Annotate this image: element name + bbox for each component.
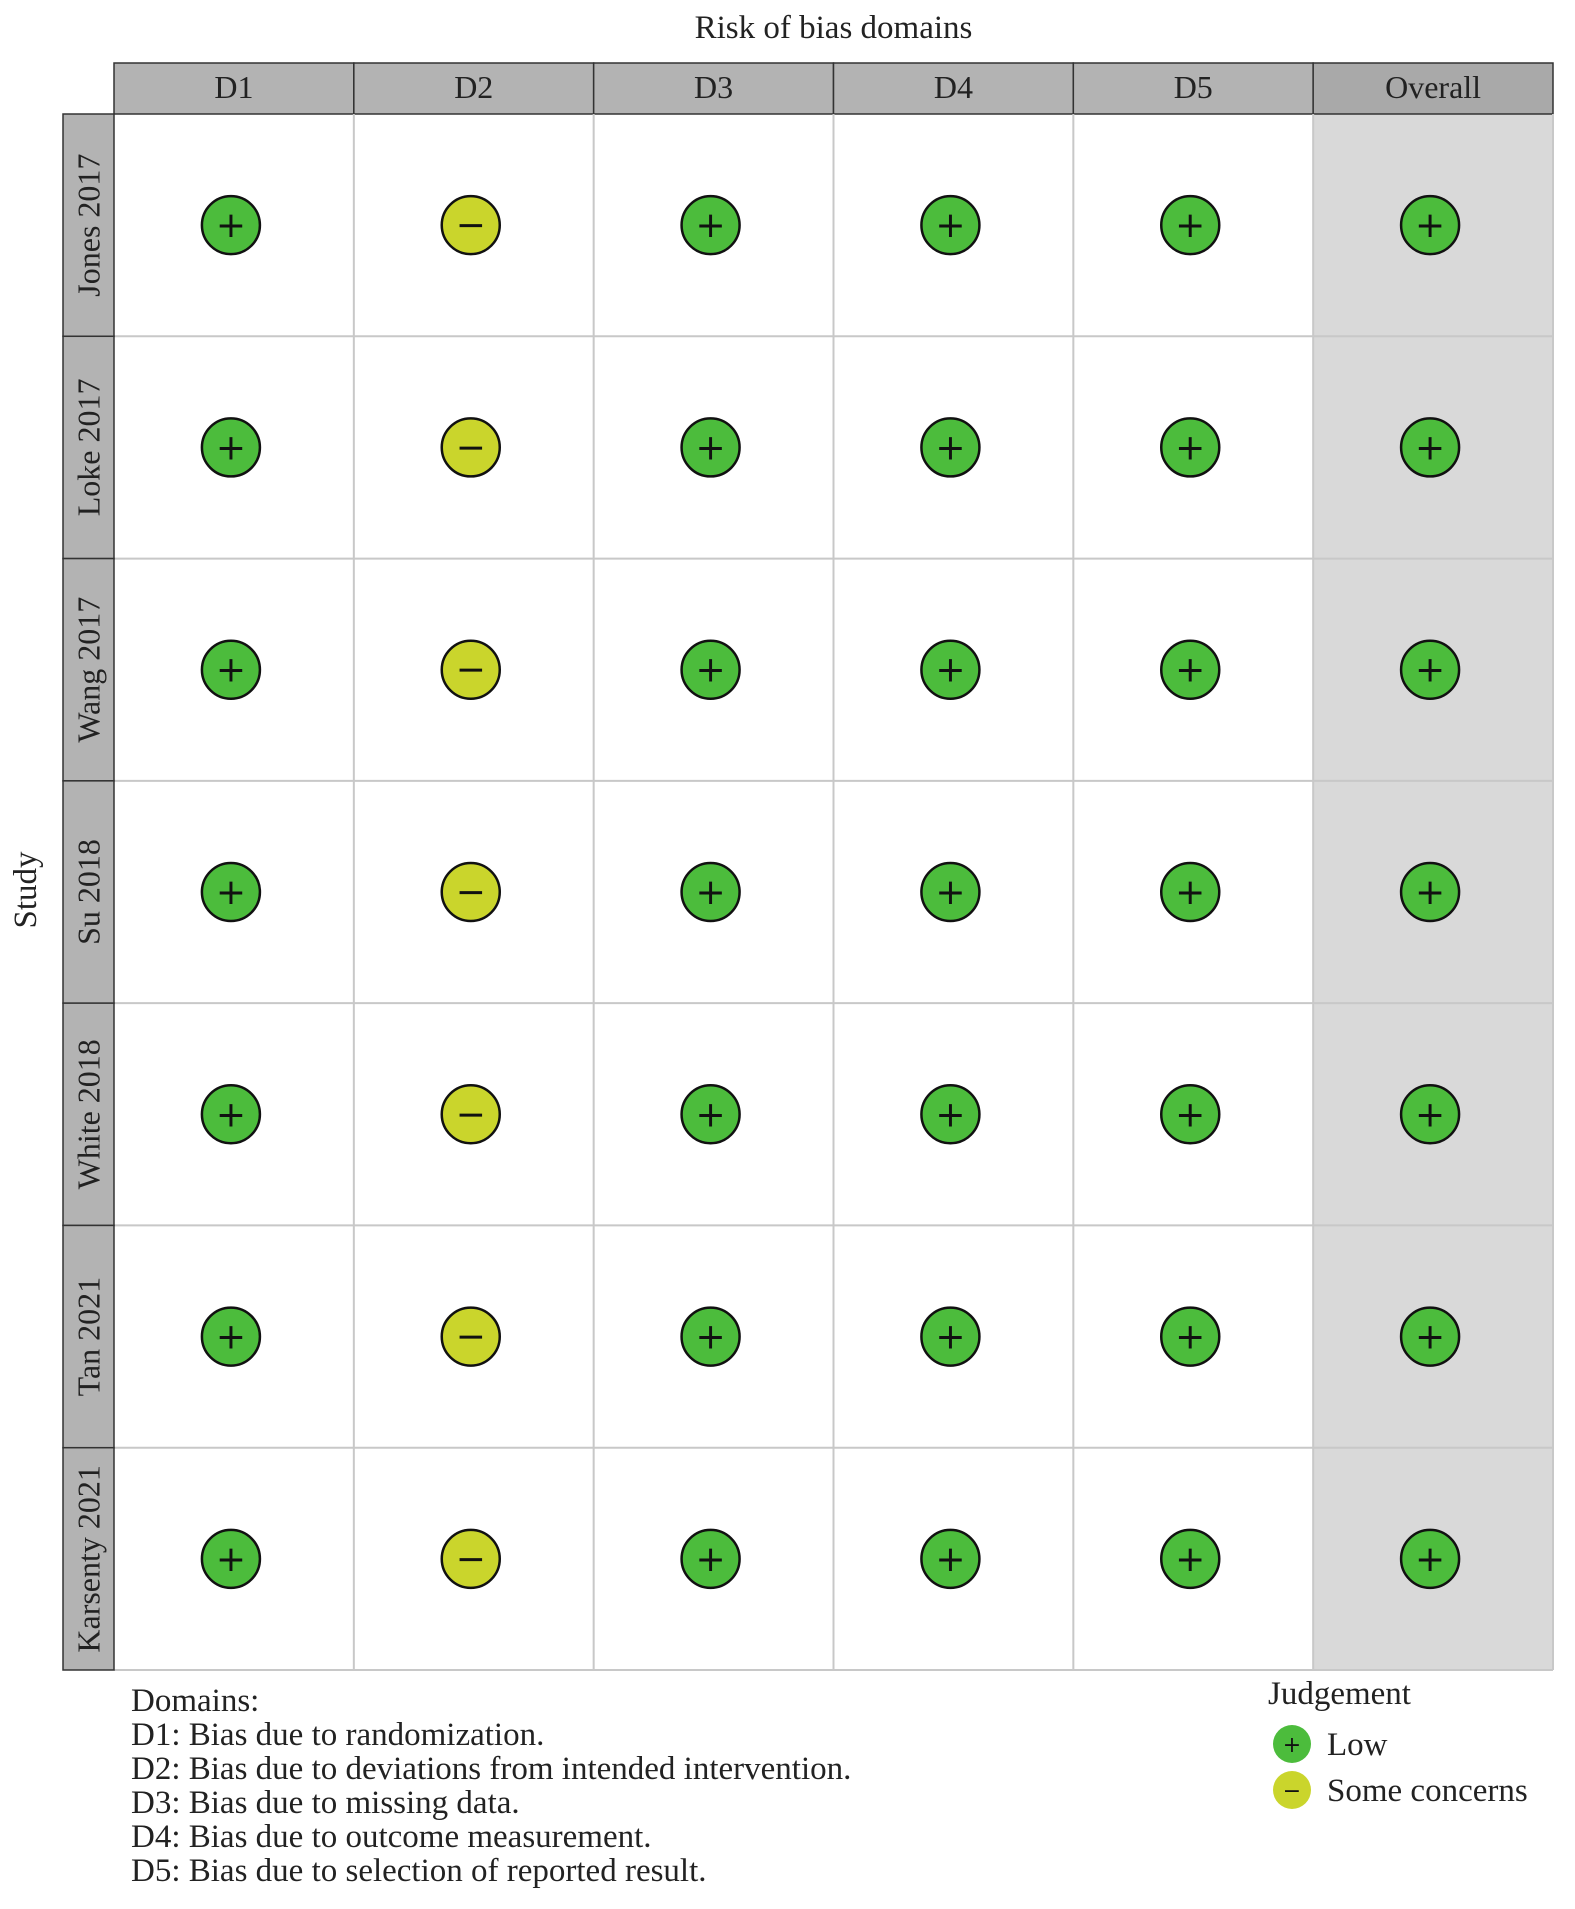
judgement-symbol: − — [455, 205, 486, 247]
y-axis-label: Study — [8, 851, 44, 929]
judgement-symbol: + — [695, 1316, 726, 1358]
judgement-symbol: + — [215, 649, 247, 691]
judgement-symbol: + — [935, 1316, 966, 1358]
judgement-symbol: + — [695, 205, 726, 247]
judgement-symbol: + — [1175, 649, 1206, 691]
domain-item-d2: D2: Bias due to deviations from intended intervention. — [131, 1751, 852, 1787]
judgement-symbol: − — [455, 427, 486, 469]
judgement-symbol: + — [1414, 1094, 1446, 1136]
judgement-symbol: + — [935, 427, 966, 469]
judgement-symbol: + — [935, 872, 966, 913]
legend-label-some: Some concerns — [1327, 1773, 1528, 1809]
domains-title: Domains: — [131, 1683, 260, 1719]
judgement-symbol: − — [455, 1316, 486, 1358]
judgement-symbol: + — [215, 1094, 247, 1136]
judgement-symbol: + — [215, 1538, 247, 1580]
judgement-symbol: + — [1175, 1316, 1206, 1358]
judgement-symbol: + — [1414, 1538, 1446, 1580]
column-header-d1: D1 — [214, 69, 254, 105]
judgement-symbol: + — [215, 427, 247, 469]
judgement-symbol: + — [935, 205, 966, 247]
column-header-d4: D4 — [933, 69, 973, 105]
domain-item-d5: D5: Bias due to selection of reported result. — [131, 1853, 707, 1889]
judgement-symbol: + — [1175, 1094, 1206, 1136]
study-label: Karsenty 2021 — [70, 1465, 107, 1653]
judgement-symbol: − — [455, 872, 486, 913]
judgement-symbol: + — [935, 649, 966, 691]
study-label: White 2018 — [70, 1039, 107, 1190]
column-header-overall: Overall — [1385, 69, 1482, 105]
column-header-d5: D5 — [1173, 69, 1213, 105]
judgement-symbol: + — [215, 1316, 247, 1358]
judgement-symbol: + — [215, 205, 247, 247]
judgement-symbol: + — [1175, 427, 1206, 469]
judgement-symbol: + — [1414, 649, 1446, 691]
study-label: Su 2018 — [70, 839, 107, 945]
study-label: Tan 2021 — [70, 1276, 107, 1397]
study-label: Jones 2017 — [70, 153, 107, 297]
judgement-symbol: + — [935, 1538, 966, 1580]
judgement-symbol: + — [1175, 1538, 1206, 1580]
legend-symbol: + — [1282, 1733, 1302, 1758]
judgement-symbol: + — [215, 872, 247, 913]
study-label: Wang 2017 — [70, 596, 107, 743]
judgement-symbol: + — [1175, 205, 1206, 247]
judgement-symbol: − — [455, 649, 486, 691]
chart-title: Risk of bias domains — [694, 10, 973, 46]
judgement-symbol: + — [695, 427, 726, 469]
judgement-symbol: + — [695, 1094, 726, 1136]
judgement-symbol: + — [1175, 872, 1206, 913]
judgement-symbol: + — [1414, 427, 1446, 469]
column-header-d3: D3 — [694, 69, 734, 105]
judgement-symbol: + — [695, 1538, 726, 1580]
domain-item-d4: D4: Bias due to outcome measurement. — [131, 1819, 652, 1855]
study-label: Loke 2017 — [70, 378, 107, 517]
judgement-symbol: − — [455, 1094, 486, 1136]
domain-item-d3: D3: Bias due to missing data. — [131, 1785, 520, 1821]
judgement-symbol: + — [1414, 205, 1446, 247]
judgement-symbol: + — [1414, 872, 1446, 913]
judgement-symbol: + — [695, 649, 726, 691]
domain-item-d1: D1: Bias due to randomization. — [131, 1717, 545, 1753]
judgement-symbol: + — [935, 1094, 966, 1136]
column-header-d2: D2 — [454, 69, 494, 105]
judgement-symbol: + — [1414, 1316, 1446, 1358]
legend-title: Judgement — [1268, 1676, 1411, 1712]
legend-symbol: − — [1282, 1779, 1302, 1804]
judgement-symbol: − — [455, 1538, 486, 1580]
legend-label-low: Low — [1327, 1727, 1388, 1763]
judgement-symbol: + — [695, 872, 726, 913]
domains-legend — [131, 1684, 851, 1888]
